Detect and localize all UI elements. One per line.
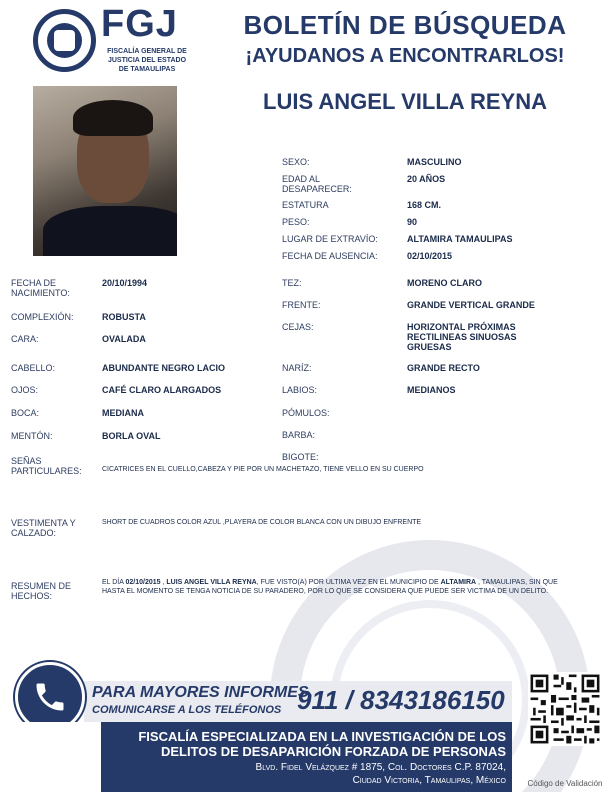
fecha-ausencia-value: 02/10/2015 — [407, 251, 453, 261]
agency-line-2: DELITOS DE DESAPARICIÓN FORZADA DE PERSONAS — [160, 744, 506, 759]
resumen-name: LUIS ANGEL VILLA REYNA — [166, 579, 257, 586]
fgj-seal-icon — [33, 9, 96, 72]
menton-label: MENTÓN: — [11, 431, 53, 441]
phone-numbers[interactable]: 911 / 8343186150 — [297, 685, 505, 715]
resumen-label: RESUMEN DE HECHOS: — [11, 581, 72, 601]
estatura-label: ESTATURA — [282, 200, 329, 210]
frente-label: FRENTE: — [282, 300, 321, 310]
labios-label: LABIOS: — [282, 385, 318, 395]
nacimiento-value: 20/10/1994 — [102, 278, 148, 288]
qr-caption: Código de Validación — [527, 779, 603, 788]
bigote-label: BIGOTE: — [282, 452, 319, 462]
sexo-label: SEXO: — [282, 157, 310, 167]
logo-line-1: FISCALÍA GENERAL DE — [107, 48, 187, 55]
tez-label: TEZ: — [282, 278, 302, 288]
nariz-value: GRANDE RECTO — [407, 363, 480, 373]
ojos-label: OJOS: — [11, 385, 39, 395]
logo-brand: FGJ — [101, 3, 178, 45]
ojos-value: CAFÉ CLARO ALARGADOS — [102, 385, 222, 395]
resumen-place: ALTAMIRA — [440, 579, 477, 586]
person-name: LUIS ANGEL VILLA REYNA — [263, 89, 547, 114]
footer-left-blank — [0, 722, 101, 792]
edad-label: EDAD AL DESAPARECER: — [282, 174, 352, 194]
estatura-value: 168 CM. — [407, 200, 442, 210]
boca-label: BOCA: — [11, 408, 40, 418]
cejas-value: HORIZONTAL PRÓXIMAS RECTILINEAS SINUOSAS GRUESAS — [407, 322, 517, 352]
info-line-1: PARA MAYORES INFORMES, — [92, 684, 314, 701]
labios-value: MEDIANOS — [407, 385, 456, 395]
tez-value: MORENO CLARO — [407, 278, 482, 288]
vestimenta-label: VESTIMENTA Y CALZADO: — [11, 518, 76, 538]
bulletin-title: BOLETÍN DE BÚSQUEDA — [243, 10, 567, 40]
logo-subtitle — [101, 47, 193, 74]
info-line-2: COMUNICARSE A LOS TELÉFONOS — [92, 704, 282, 716]
nariz-label: NARÍZ: — [282, 363, 312, 373]
person-photo — [33, 86, 177, 256]
peso-value: 90 — [407, 217, 418, 227]
menton-value: BORLA OVAL — [102, 431, 161, 441]
cara-value: OVALADA — [102, 334, 146, 344]
resumen-value: EL DÍA 02/10/2015 , LUIS ANGEL VILLA REYNA, FUE VISTO(A) POR ULTIMA VEZ EN EL MUNICIPIO DE ALTAMIRA , TAMAULIPAS, SIN QUE HASTA EL MOMENTO SE TENGA NOTICIA DE SU PARADERO, POR LO QUE SE CONSIDERA QUE PUEDE SER VICTIMA DE UN DELITO. — [102, 579, 558, 595]
lugar-label: LUGAR DE EXTRAVÍO: — [282, 234, 378, 244]
fecha-ausencia-label: FECHA DE AUSENCIA: — [282, 251, 378, 261]
cara-label: CARA: — [11, 334, 39, 344]
address-line-2: Ciudad Victoria, Tamaulipas, México — [352, 775, 506, 786]
address-line-1: Blvd. Fidel Velázquez # 1875, Col. Doctores C.P. 87024, — [255, 762, 506, 773]
complexion-label: COMPLEXIÓN: — [11, 312, 74, 322]
cabello-label: CABELLO: — [11, 363, 56, 373]
lugar-value: ALTAMIRA TAMAULIPAS — [407, 234, 513, 244]
logo-line-3: DE TAMAULIPAS — [118, 66, 176, 73]
pomulos-label: PÓMULOS: — [282, 408, 330, 418]
agency-line-1: FISCALÍA ESPECIALIZADA EN LA INVESTIGACIÓN DE LOS — [138, 729, 506, 744]
bulletin-subtitle: ¡AYUDANOS A ENCONTRARLOS! — [245, 45, 565, 67]
cejas-label: CEJAS: — [282, 322, 314, 332]
agency-bar — [101, 722, 512, 792]
barba-label: BARBA: — [282, 430, 316, 440]
peso-label: PESO: — [282, 217, 310, 227]
logo-line-2: JUSTICIA DEL ESTADO — [107, 57, 187, 64]
boca-value: MEDIANA — [102, 408, 144, 418]
nacimiento-label: FECHA DE NACIMIENTO: — [11, 278, 70, 298]
senas-value: CICATRICES EN EL CUELLO,CABEZA Y PIE POR UN MACHETAZO, TIENE VELLO EN SU CUERPO — [102, 466, 424, 473]
vestimenta-value: SHORT DE CUADROS COLOR AZUL ,PLAYERA DE COLOR BLANCA CON UN DIBUJO ENFRENTE — [102, 519, 422, 526]
senas-label: SEÑAS PARTICULARES: — [11, 456, 82, 476]
cabello-value: ABUNDANTE NEGRO LACIO — [102, 363, 225, 373]
sexo-value: MASCULINO — [407, 157, 462, 167]
frente-value: GRANDE VERTICAL GRANDE — [407, 300, 535, 310]
qr-code-icon[interactable] — [528, 672, 602, 746]
edad-value: 20 AÑOS — [407, 174, 446, 184]
resumen-date: 02/10/2015 — [125, 579, 161, 586]
complexion-value: ROBUSTA — [102, 312, 146, 322]
